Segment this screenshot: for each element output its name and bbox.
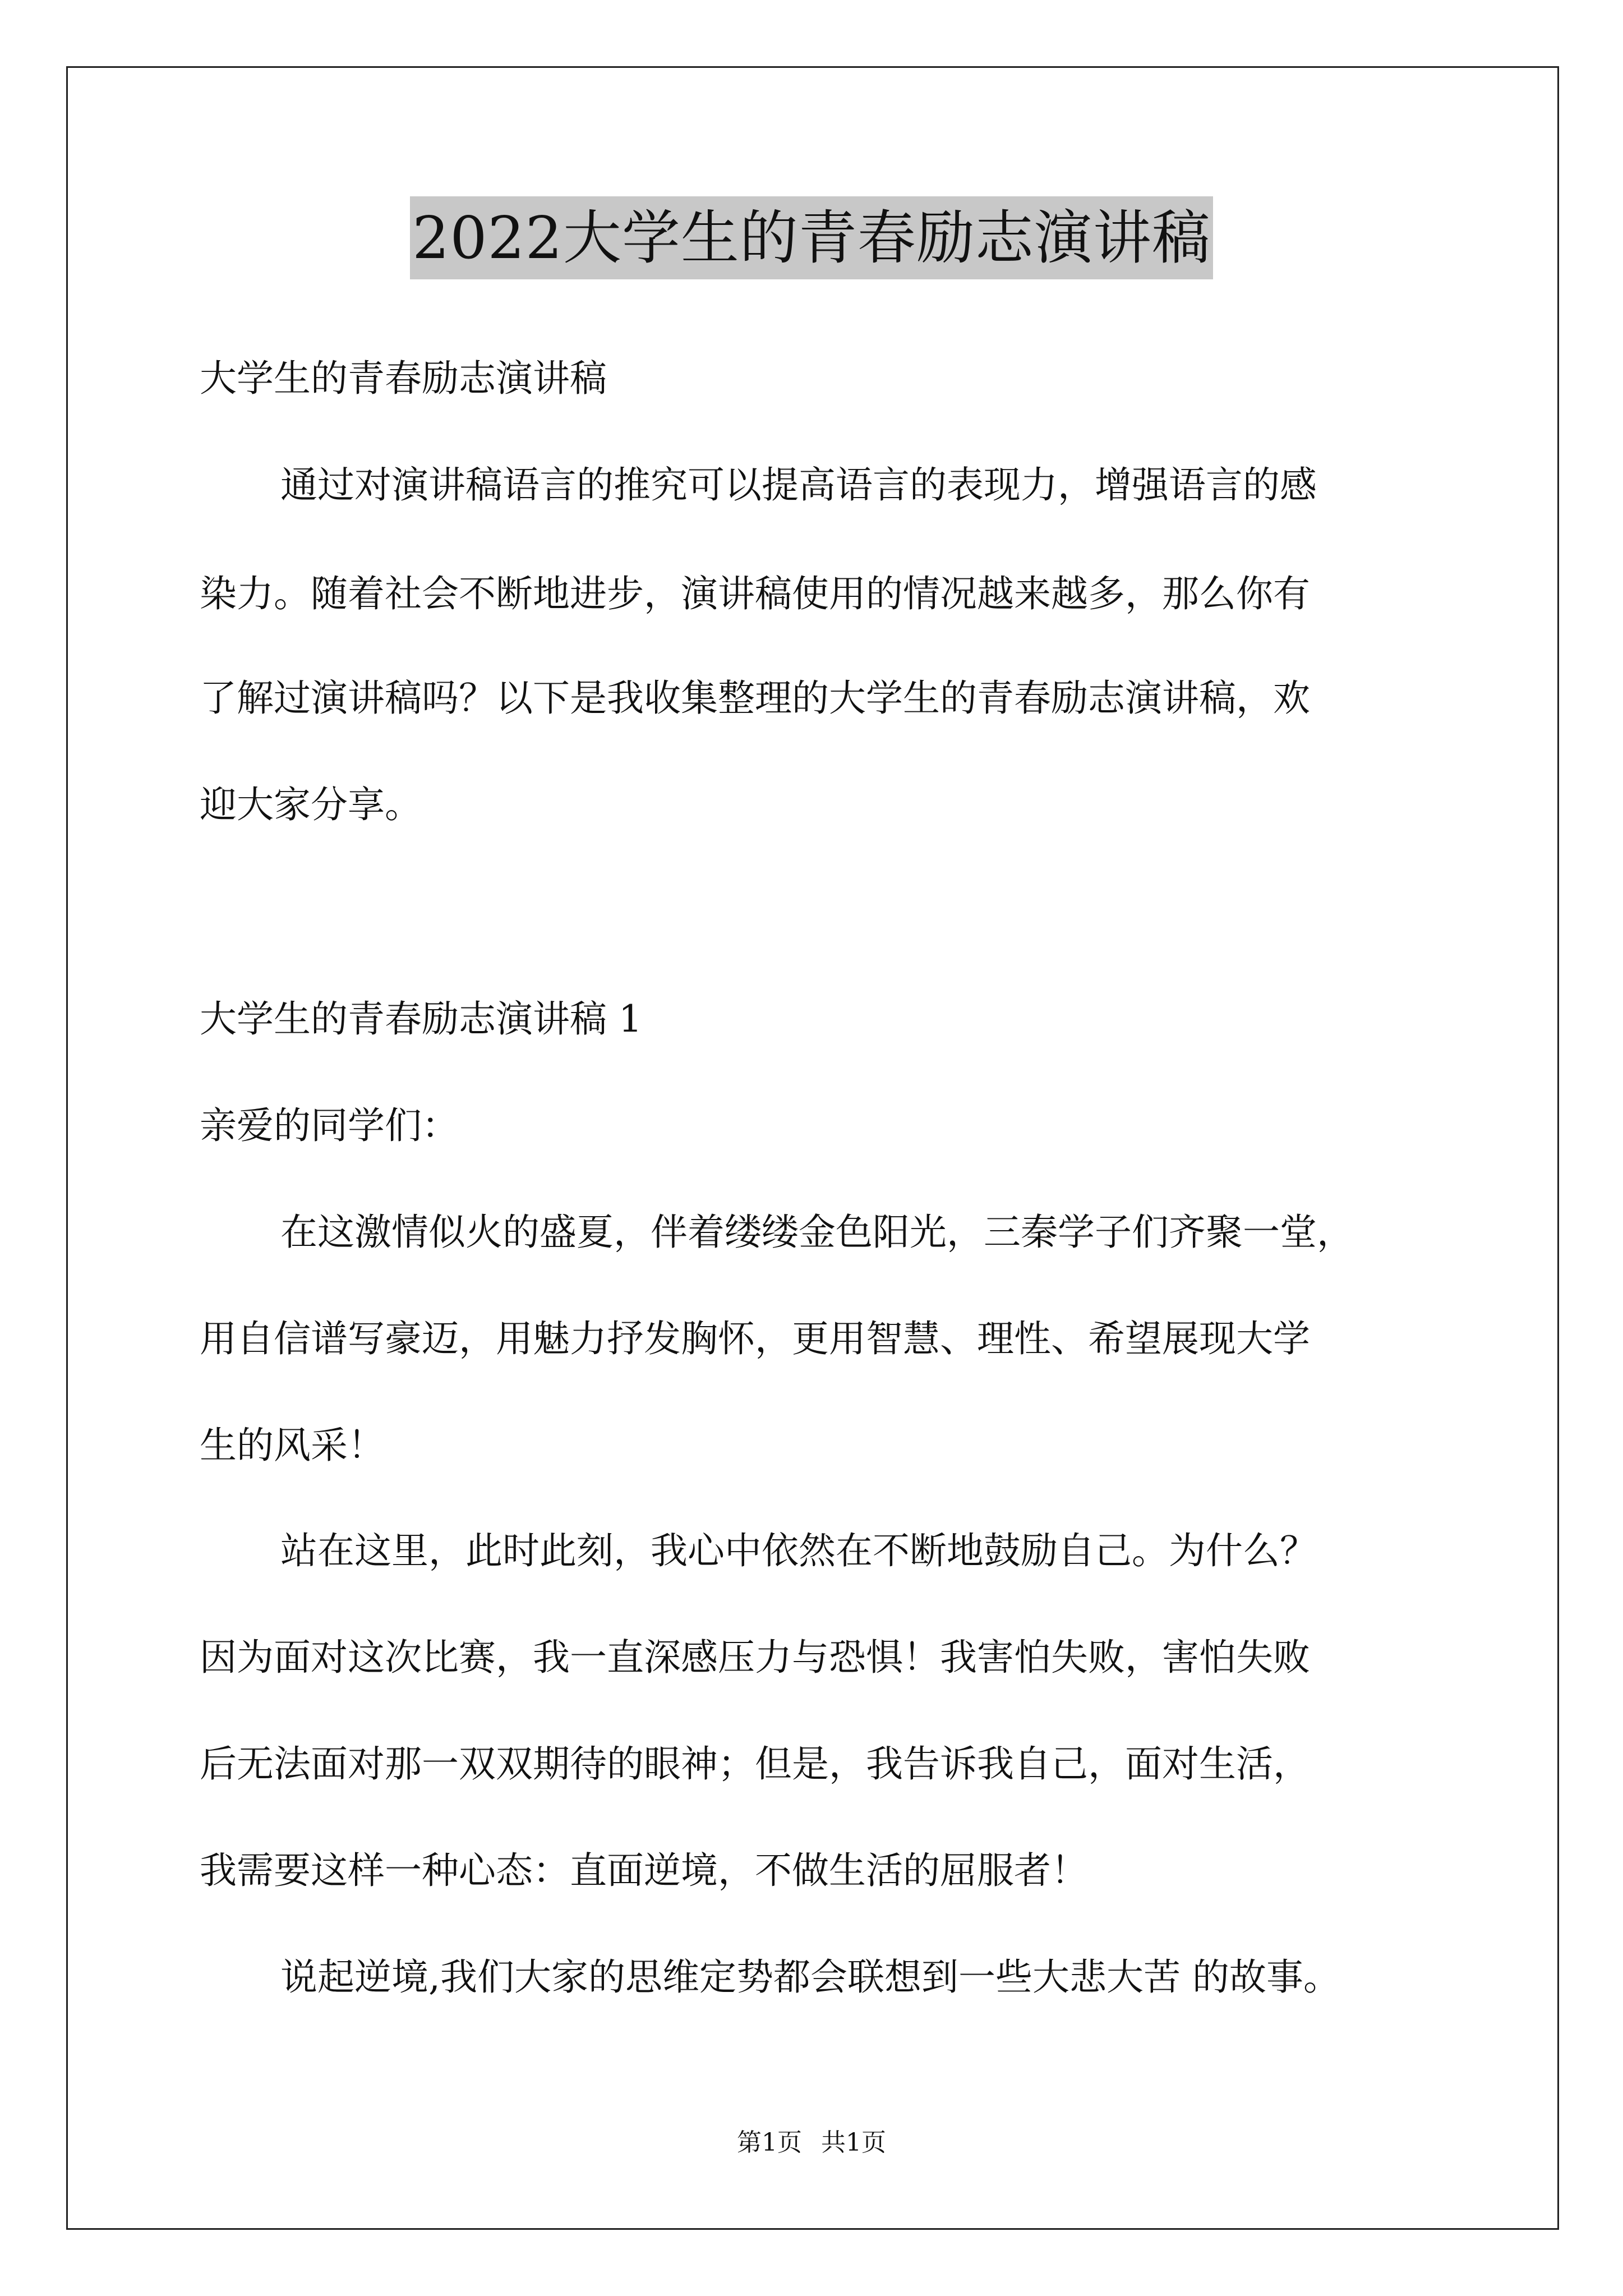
subtitle-line: 大学生的青春励志演讲稿 bbox=[200, 357, 607, 400]
title-container bbox=[0, 196, 1623, 279]
paragraph-line: 通过对演讲稿语言的推究可以提高语言的表现力，增强语言的感 bbox=[280, 463, 1317, 507]
section-heading: 大学生的青春励志演讲稿 1 bbox=[200, 997, 642, 1041]
paragraph-line: 用自信谱写豪迈，用魅力抒发胸怀，更用智慧、理性、希望展现大学 bbox=[200, 1317, 1310, 1360]
salutation: 亲爱的同学们： bbox=[200, 1104, 459, 1147]
paragraph-line: 在这激情似火的盛夏，伴着缕缕金色阳光，三秦学子们齐聚一堂， bbox=[280, 1211, 1354, 1254]
page-total: 共1页 bbox=[821, 2128, 886, 2157]
page-number: 第1页 bbox=[737, 2128, 802, 2157]
paragraph-line: 迎大家分享。 bbox=[200, 783, 422, 826]
paragraph-line: 因为面对这次比赛，我一直深感压力与恐惧！我害怕失败，害怕失败 bbox=[200, 1636, 1310, 1679]
document-title: 2022大学生的青春励志演讲稿 bbox=[410, 196, 1213, 279]
paragraph-line: 说起逆境,我们大家的思维定势都会联想到一些大悲大苦 的故事。 bbox=[280, 1955, 1340, 1999]
paragraph-line: 站在这里，此时此刻，我心中依然在不断地鼓励自己。为什么？ bbox=[280, 1529, 1317, 1572]
paragraph-line: 我需要这样一种心态：直面逆境，不做生活的屈服者！ bbox=[200, 1849, 1088, 1892]
paragraph-line: 生的风采！ bbox=[200, 1424, 385, 1467]
paragraph-line: 后无法面对那一双双期待的眼神；但是，我告诉我自己，面对生活， bbox=[200, 1742, 1310, 1786]
paragraph-line: 了解过演讲稿吗？以下是我收集整理的大学生的青春励志演讲稿，欢 bbox=[200, 677, 1310, 720]
page-footer bbox=[0, 2126, 1623, 2160]
paragraph-line: 染力。随着社会不断地进步，演讲稿使用的情况越来越多，那么你有 bbox=[200, 572, 1310, 615]
